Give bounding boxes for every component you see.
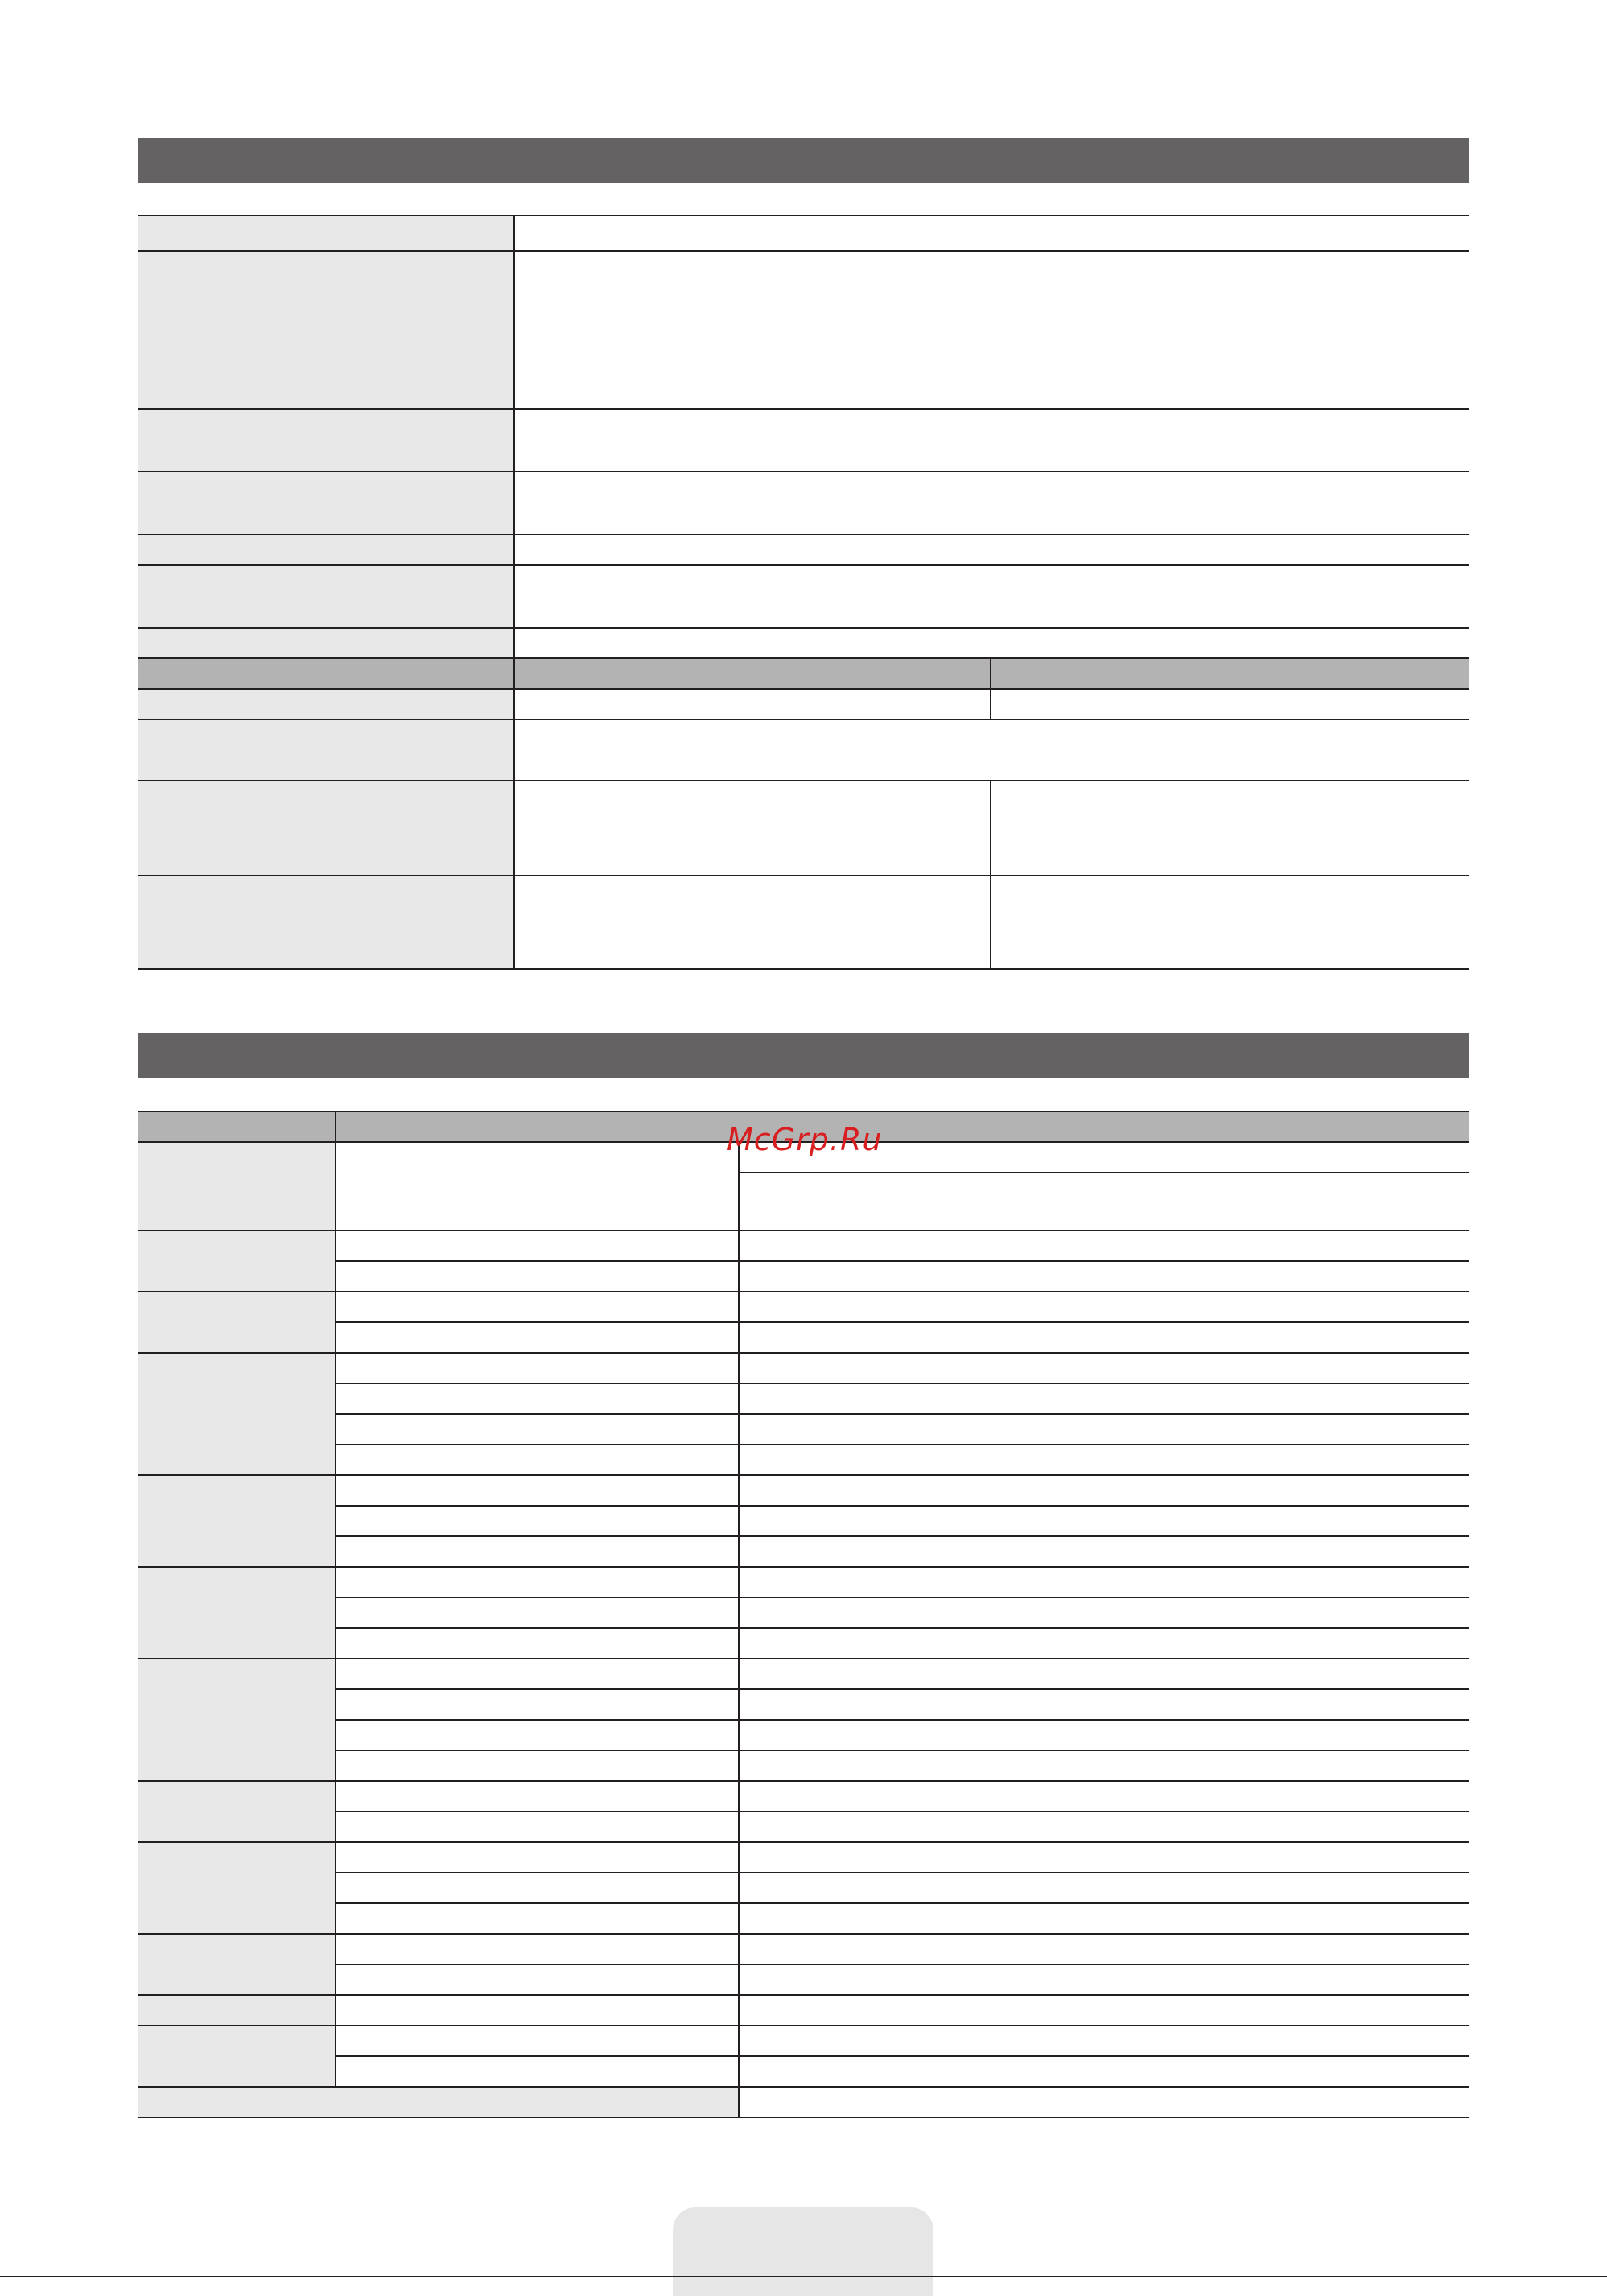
value-cell	[739, 1353, 1469, 1383]
group-label-cell	[138, 1934, 336, 1995]
page-number-tab	[673, 2207, 933, 2296]
section-header-bar-1	[138, 138, 1469, 183]
header-cell	[991, 658, 1469, 689]
header-cell	[138, 1111, 336, 1142]
table-row	[138, 1689, 1469, 1720]
value-cell	[514, 781, 991, 876]
row-label-cell	[138, 719, 514, 781]
table-row	[138, 1567, 1469, 1597]
table-row	[138, 1995, 1469, 2026]
table-row	[138, 1628, 1469, 1659]
value-cell	[739, 2056, 1469, 2087]
sub-label-cell	[336, 1750, 739, 1781]
value-cell	[739, 1414, 1469, 1445]
header-cell	[336, 1111, 1469, 1142]
group-label-cell	[138, 1842, 336, 1934]
group-label-cell	[138, 1781, 336, 1842]
sub-label-cell	[336, 1995, 739, 2026]
row-label-cell	[138, 409, 514, 472]
table-row	[138, 1964, 1469, 1995]
value-cell	[739, 1812, 1469, 1842]
table-header-row	[138, 658, 1469, 689]
watermark: McGrp.Ru	[727, 1122, 883, 1157]
sub-label-cell	[336, 1659, 739, 1689]
value-cell	[739, 1781, 1469, 1812]
value-cell	[739, 1995, 1469, 2026]
row-label-cell	[138, 534, 514, 565]
value-cell	[739, 2026, 1469, 2056]
sub-label-cell	[336, 1628, 739, 1659]
table-row	[138, 781, 1469, 876]
value-cell	[739, 1842, 1469, 1873]
group-label-cell	[138, 1142, 336, 1230]
value-cell	[739, 2087, 1469, 2117]
table-row	[138, 1812, 1469, 1842]
value-cell	[514, 409, 1469, 472]
value-cell	[739, 1383, 1469, 1414]
value-cell	[739, 1261, 1469, 1292]
row-label-cell	[138, 628, 514, 658]
value-cell	[739, 1964, 1469, 1995]
sub-label-cell	[336, 1414, 739, 1445]
table-row	[138, 689, 1469, 719]
value-cell	[514, 876, 991, 969]
table-row	[138, 1475, 1469, 1506]
sub-label-cell	[336, 1597, 739, 1628]
value-cell	[514, 565, 1469, 628]
group-label-cell	[138, 1230, 336, 1292]
group-label-cell	[138, 1659, 336, 1781]
table-row	[138, 534, 1469, 565]
sub-label-cell	[336, 1322, 739, 1353]
value-cell	[739, 1628, 1469, 1659]
sub-label-cell	[336, 1781, 739, 1812]
value-cell	[739, 1903, 1469, 1934]
table-row	[138, 876, 1469, 969]
table-row	[138, 1597, 1469, 1628]
table-row	[138, 1659, 1469, 1689]
sub-label-cell	[336, 1567, 739, 1597]
row-label-cell	[138, 565, 514, 628]
value-cell	[739, 1445, 1469, 1475]
row-label-cell	[138, 472, 514, 534]
value-cell	[739, 1720, 1469, 1750]
table-row	[138, 1873, 1469, 1903]
value-cell	[739, 1506, 1469, 1536]
table-row	[138, 2087, 1469, 2117]
value-cell	[514, 628, 1469, 658]
table-row	[138, 628, 1469, 658]
value-cell	[739, 1173, 1469, 1230]
table-row	[138, 1322, 1469, 1353]
supported-formats-table	[138, 1111, 1469, 2118]
group-label-cell	[138, 1475, 336, 1567]
sub-label-cell	[336, 1506, 739, 1536]
sub-label-cell	[336, 1292, 739, 1322]
sub-label-cell	[336, 1261, 739, 1292]
table-row	[138, 1445, 1469, 1475]
row-label-cell	[138, 876, 514, 969]
table-row	[138, 1934, 1469, 1964]
table-row	[138, 1383, 1469, 1414]
value-cell	[514, 534, 1469, 565]
value-cell	[739, 1475, 1469, 1506]
sub-label-cell	[336, 1536, 739, 1567]
sub-label-cell	[336, 1445, 739, 1475]
table-row	[138, 1230, 1469, 1261]
sub-label-cell	[336, 1720, 739, 1750]
row-label-cell	[138, 251, 514, 409]
value-cell	[739, 1567, 1469, 1597]
table-row	[138, 1781, 1469, 1812]
sub-label-cell	[336, 1873, 739, 1903]
table-row	[138, 472, 1469, 534]
table-row	[138, 2056, 1469, 2087]
group-label-cell	[138, 1567, 336, 1659]
table-row	[138, 565, 1469, 628]
value-cell	[739, 1292, 1469, 1322]
sub-label-cell	[336, 2026, 739, 2056]
value-cell	[991, 689, 1469, 719]
value-cell	[739, 1689, 1469, 1720]
table-row	[138, 1261, 1469, 1292]
table-row	[138, 1750, 1469, 1781]
sub-label-cell	[336, 1812, 739, 1842]
value-cell	[514, 251, 1469, 409]
group-label-cell	[138, 2026, 336, 2087]
table-row	[138, 1903, 1469, 1934]
value-cell	[514, 689, 991, 719]
table-row	[138, 1414, 1469, 1445]
group-label-cell	[138, 1353, 336, 1475]
sub-label-cell	[336, 1964, 739, 1995]
value-cell	[739, 1536, 1469, 1567]
table-row	[138, 1842, 1469, 1873]
sub-label-cell	[336, 1475, 739, 1506]
sub-label-cell	[336, 1903, 739, 1934]
sub-label-cell	[336, 1142, 739, 1230]
total-label-cell	[138, 2087, 739, 2117]
specifications-table	[138, 215, 1469, 970]
section-header-bar-2	[138, 1033, 1469, 1078]
value-cell	[514, 719, 1469, 781]
group-label-cell	[138, 1995, 336, 2026]
sub-label-cell	[336, 1689, 739, 1720]
group-label-cell	[138, 1292, 336, 1353]
value-cell	[739, 1597, 1469, 1628]
value-cell	[739, 1750, 1469, 1781]
table-row	[138, 1353, 1469, 1383]
row-label-cell	[138, 216, 514, 251]
table-row	[138, 1292, 1469, 1322]
table-row	[138, 1720, 1469, 1750]
row-label-cell	[138, 781, 514, 876]
value-cell	[739, 1230, 1469, 1261]
table-row	[138, 1506, 1469, 1536]
table-row	[138, 2026, 1469, 2056]
table-row	[138, 251, 1469, 409]
sub-label-cell	[336, 1230, 739, 1261]
table-row	[138, 1536, 1469, 1567]
sub-label-cell	[336, 1353, 739, 1383]
value-cell	[991, 876, 1469, 969]
header-cell	[514, 658, 991, 689]
value-cell	[991, 781, 1469, 876]
value-cell	[739, 1934, 1469, 1964]
sub-label-cell	[336, 1383, 739, 1414]
sub-label-cell	[336, 2056, 739, 2087]
table-row	[138, 409, 1469, 472]
sub-label-cell	[336, 1842, 739, 1873]
row-label-cell	[138, 689, 514, 719]
value-cell	[514, 472, 1469, 534]
table-row	[138, 216, 1469, 251]
page-bottom-rule	[0, 2276, 1607, 2277]
value-cell	[739, 1659, 1469, 1689]
value-cell	[739, 1322, 1469, 1353]
value-cell	[514, 216, 1469, 251]
sub-label-cell	[336, 1934, 739, 1964]
value-cell	[739, 1873, 1469, 1903]
header-cell	[138, 658, 514, 689]
table-row	[138, 719, 1469, 781]
